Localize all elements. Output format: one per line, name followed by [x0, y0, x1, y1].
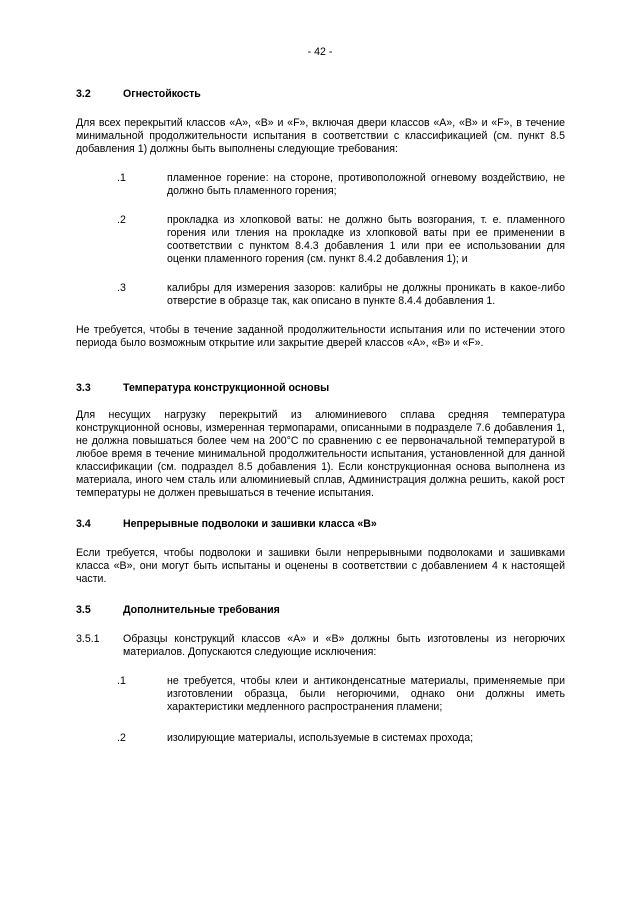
- list-item-text: пламенное горение: на стороне, противоположной огневому воздействию, не должно быть пламенного горения;: [167, 172, 565, 197]
- subsection-3-5-1: [76, 633, 565, 659]
- list-item: [76, 675, 565, 714]
- list-item-text: калибры для измерения зазоров: калибры не должны проникать в какое-либо отверстие в образце так, как описано в пункте 8.4.4 добавления 1.: [167, 282, 565, 307]
- list-item-text: не требуется, чтобы клеи и антиконденсатные материалы, применяемые при изготовлении образца, были негорючими, однако они должны иметь характеристики медленного распространения пламени;: [167, 675, 565, 713]
- list-item-number: .2: [117, 214, 126, 226]
- section-title: Непрерывные подволоки и зашивки класса «В»: [123, 518, 377, 530]
- section-3-3-heading: [76, 382, 565, 395]
- section-3-4-text: Если требуется, чтобы подволоки и зашивки были непрерывными подволоками и зашивками класса «В», они могут быть испытаны и оценены в соответствии с добавлением 4 к настоящей части.: [76, 547, 565, 585]
- section-number: 3.5: [76, 604, 91, 616]
- list-item: [76, 214, 565, 266]
- list-item: [76, 732, 565, 745]
- section-number: 3.4: [76, 518, 91, 530]
- section-3-2-outro: Не требуется, чтобы в течение заданной продолжительности испытания или по истечении этого периода было возможным открытие или закрытие дверей классов «А», «В» и «F».: [76, 324, 565, 349]
- section-number: 3.3: [76, 382, 91, 394]
- subsection-number: 3.5.1: [76, 633, 100, 645]
- list-item-text: изолирующие материалы, используемые в системах прохода;: [167, 732, 474, 744]
- list-item-text: прокладка из хлопковой ваты: не должно быть возгорания, т. е. пламенного горения или тления на прокладке из хлопковой ваты при ее применении в соответствии с пунктом 8.4.3 добавления 1 или при ее использовании для оценки пламенного горения (см. пункт 8.4.2 добавления 1); и: [167, 214, 565, 265]
- section-3-2-intro: Для всех перекрытий классов «А», «В» и «F», включая двери классов «А», «В» и «F», в течение минимальной продолжительности испытания в соответствии с классификацией (см. пункт 8.5 добавления 1) должны быть выполнены следующие требования:: [76, 117, 565, 155]
- section-title: Температура конструкционной основы: [123, 382, 330, 394]
- section-title: Огнестойкость: [123, 88, 201, 100]
- section-3-4-heading: [76, 518, 565, 531]
- section-3-2-heading: [76, 88, 565, 101]
- section-3-5-heading: [76, 604, 565, 617]
- section-number: 3.2: [76, 88, 91, 100]
- list-item: [76, 172, 565, 198]
- list-item-number: .1: [117, 172, 126, 184]
- section-title: Дополнительные требования: [123, 604, 280, 616]
- subsection-text: Образцы конструкций классов «А» и «В» должны быть изготовлены из негорючих материалов. Допускаются следующие исключения:: [123, 633, 565, 658]
- list-item: [76, 282, 565, 308]
- list-item-number: .1: [117, 675, 126, 687]
- list-item-number: .3: [117, 282, 126, 294]
- list-item-number: .2: [117, 732, 126, 744]
- section-3-3-text: Для несущих нагрузку перекрытий из алюминиевого сплава средняя температура конструкционной основы, измеренная термопарами, описанными в подразделе 7.6 добавления 1, не должна повышаться более чем на 200°С по сравнению с ее первоначальной температурой в любое время в течение минимальной продолжительности испытания, установленной для данной классификации (см. подраздел 8.5 добавления 1). Если конструкционная основа выполнена из материала, иного чем сталь или алюминиевый сплав, Администрация должна решить, какой рост температуры не должен превышаться в течение испытания.: [76, 409, 565, 499]
- page-number: - 42 -: [307, 46, 333, 58]
- document-body: [76, 88, 565, 745]
